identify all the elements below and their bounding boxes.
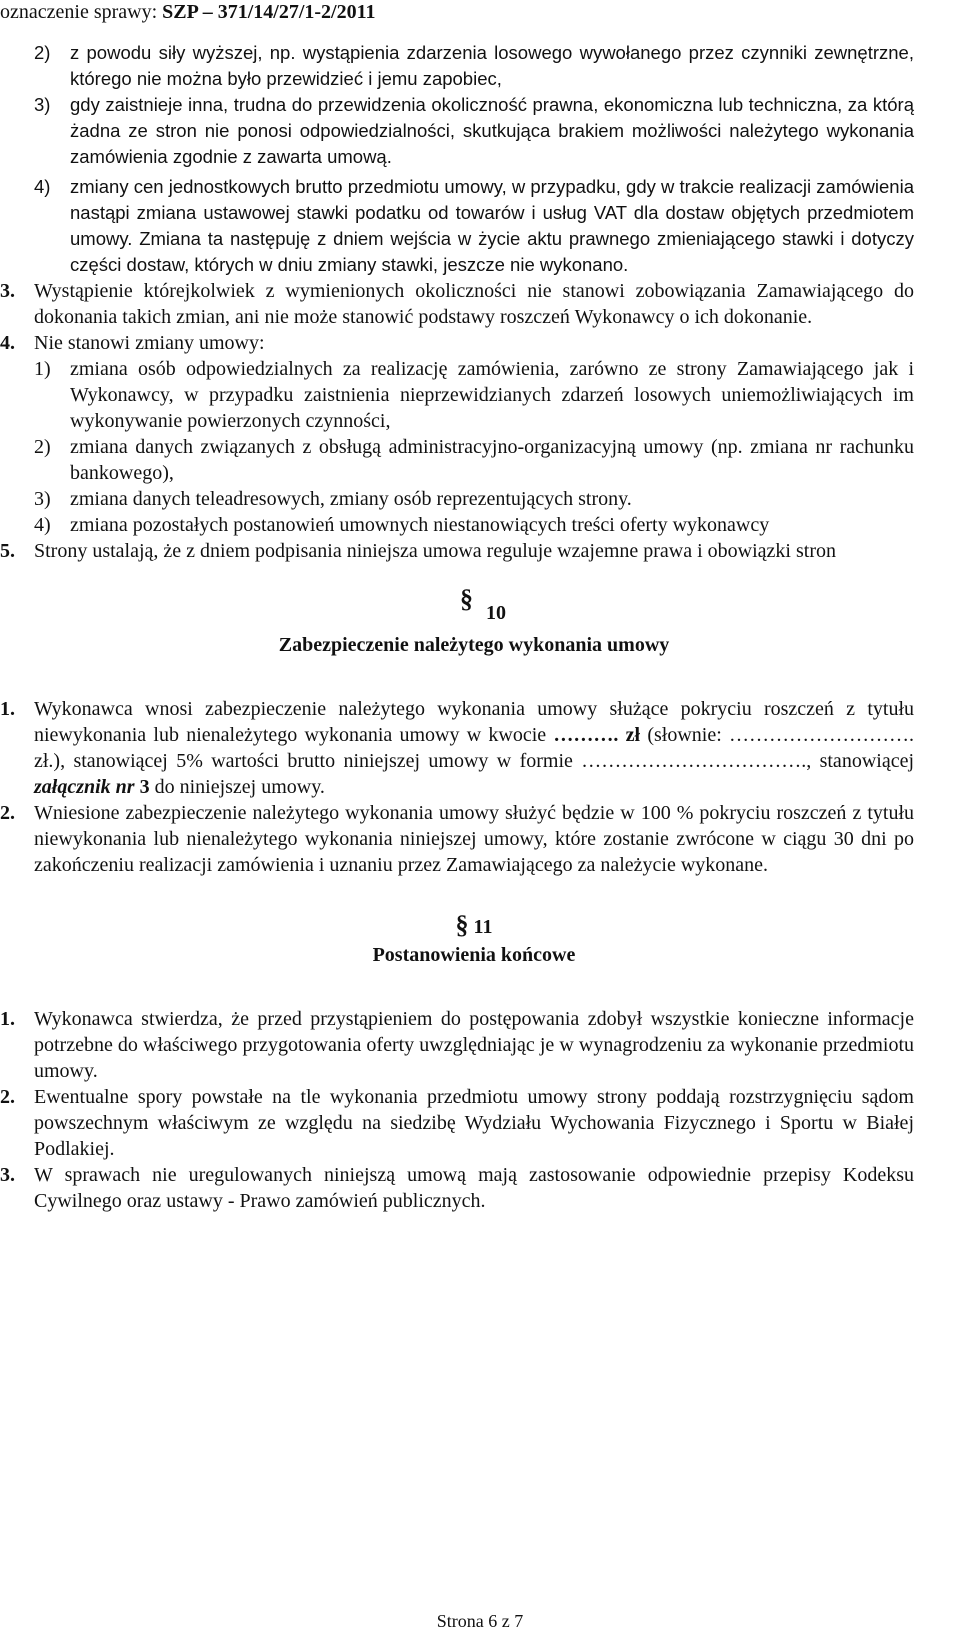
section-11-heading: [34, 912, 914, 968]
list-item-text: zmiana danych związanych z obsługą administracyjno-organizacyjną umowy (np. zmiana nr rachunku bankowego),: [70, 436, 914, 484]
section-11-clause-2: [0, 1084, 914, 1162]
clause-number: 3.: [0, 1164, 15, 1186]
clause-number: 2.: [0, 1086, 15, 1108]
list-item: [34, 356, 914, 434]
paragraph-symbol: §: [460, 584, 473, 613]
amount-placeholder: ………. zł: [553, 724, 641, 746]
clause-4: [0, 330, 914, 356]
clause-text: do niniejszej umowy.: [149, 776, 325, 798]
section-number: 11: [473, 916, 493, 938]
list-item: [34, 486, 914, 512]
section-10-heading: [34, 584, 914, 658]
list-item: [34, 512, 914, 538]
section-11-clause-3: [0, 1162, 914, 1214]
section-title: Postanowienia końcowe: [372, 944, 576, 966]
list-item: [34, 434, 914, 486]
list-item-number: 3): [34, 488, 51, 510]
clause-number: 2.: [0, 802, 15, 824]
list-item-number: 2): [34, 436, 51, 458]
clause-text: Ewentualne spory powstałe na tle wykonania przedmiotu umowy strony poddają rozstrzygnięciu sądom powszechnym właściwym ze względu na siedzibę Wydziału Wychowania Fizycznego i Sportu w Białej Podlakiej.: [34, 1086, 914, 1160]
clause-5: [0, 538, 914, 564]
clause-number: 1.: [0, 698, 15, 720]
list-item: [34, 40, 914, 92]
case-number-prefix: oznaczenie sprawy:: [0, 1, 163, 23]
document-body: [0, 40, 915, 1214]
clause-text: Strony ustalają, że z dniem podpisania niniejsza umowa reguluje wzajemne prawa i obowiązki stron: [34, 540, 836, 562]
section-10-clause-1: [0, 696, 915, 800]
list-item-number: 2): [34, 42, 51, 63]
clause-text: Wykonawca wnosi zabezpieczenie należytego wykonania umowy służące pokryciu roszczeń z tytułu niewykonania lub nienależytego wykonania umowy w kwocie: [34, 698, 914, 746]
list-item: [34, 92, 914, 170]
list-item-text: zmiana pozostałych postanowień umownych niestanowiących treści oferty wykonawcy: [70, 514, 770, 536]
clause-number: 3.: [0, 280, 15, 302]
section-number: 10: [486, 602, 506, 624]
case-number-value: SZP – 371/14/27/1-2/2011: [162, 1, 376, 23]
list-item-text: zmiany cen jednostkowych brutto przedmiotu umowy, w przypadku, gdy w trakcie realizacji zamówienia nastąpi zmiana ustawowej stawki podatku od towarów i usług VAT dla dostaw objętych przedmiotem umowy. Zmiana ta następuję z dniem wejścia w życie aktu prawnego zmieniającego stawki i dotyczy części dostaw, których w dniu zmiany stawki, jeszcze nie wykonano.: [70, 176, 914, 275]
clause-text: W sprawach nie uregulowanych niniejszą umową mają zastosowanie odpowiednie przepisy Kodeksu Cywilnego oraz ustawy - Prawo zamówień publicznych.: [34, 1164, 914, 1212]
paragraph-symbol: §: [455, 910, 469, 939]
list-item: [34, 174, 914, 278]
list-item-text: zmiana danych teleadresowych, zmiany osób reprezentujących strony.: [70, 488, 632, 510]
case-number-header: [0, 0, 376, 24]
clause-text: Wystąpienie którejkolwiek z wymienionych okoliczności nie stanowi zobowiązania Zamawiającego do dokonania takich zmian, ani nie może stanowić podstawy roszczeń Wykonawcy o ich dokonanie.: [34, 280, 914, 328]
attachment-number: 3: [134, 776, 150, 798]
page-number-footer: Strona 6 z 7: [436, 1611, 524, 1631]
clause-text: (słownie: ………………………. zł.), stanowiącej 5% wartości brutto niniejszej umowy w formie ……………………………., stanowiącej: [34, 724, 915, 772]
clause-number: 1.: [0, 1008, 15, 1030]
list-item-text: gdy zaistnieje inna, trudna do przewidzenia okoliczność prawna, ekonomiczna lub techniczna, za którą żadna ze stron nie ponosi odpowiedzialności, skutkująca brakiem możliwości należytego wykonania zamówienia zgodnie z zawarta umową.: [70, 94, 914, 167]
clause-3: [0, 278, 914, 330]
list-item-number: 4): [34, 176, 51, 197]
list-item-number: 3): [34, 94, 51, 115]
list-item-number: 4): [34, 514, 51, 536]
list-item-text: z powodu siły wyższej, np. wystąpienia zdarzenia losowego wywołanego przez czynniki zewnętrzne, którego nie można było przewidzieć i jemu zapobiec,: [70, 42, 914, 89]
attachment-label: załącznik nr: [34, 776, 135, 798]
section-10-clause-2: [0, 800, 914, 878]
section-number-line: [34, 912, 914, 940]
clause-text: Nie stanowi zmiany umowy:: [34, 332, 265, 354]
clause-number: 4.: [0, 332, 15, 354]
clause-text: Wniesione zabezpieczenie należytego wykonania umowy służyć będzie w 100 % pokryciu roszczeń z tytułu niewykonania lub nienależytego wykonania niniejszej umowy, które zostanie zwrócone w ciągu 30 dni po zakończeniu realizacji zamówienia i uznaniu przez Zamawiającego za należycie wykonane.: [34, 802, 914, 876]
section-title: Zabezpieczenie należytego wykonania umowy: [278, 634, 670, 656]
clause-number: 5.: [0, 540, 15, 562]
section-11-clause-1: [0, 1006, 914, 1084]
list-item-number: 1): [34, 358, 51, 380]
list-item-text: zmiana osób odpowiedzialnych za realizację zamówienia, zarówno ze strony Zamawiającego jak i Wykonawcy, w przypadku zaistnienia nieprzewidzianych zdarzeń losowych uniemożliwiających im wykonywanie powierzonych czynności,: [70, 358, 914, 432]
clause-text: Wykonawca stwierdza, że przed przystąpieniem do postępowania zdobył wszystkie konieczne informacje potrzebne do właściwego przygotowania oferty uwzględniając je w wynagrodzeniu za wykonanie przedmiotu umowy.: [34, 1008, 914, 1082]
